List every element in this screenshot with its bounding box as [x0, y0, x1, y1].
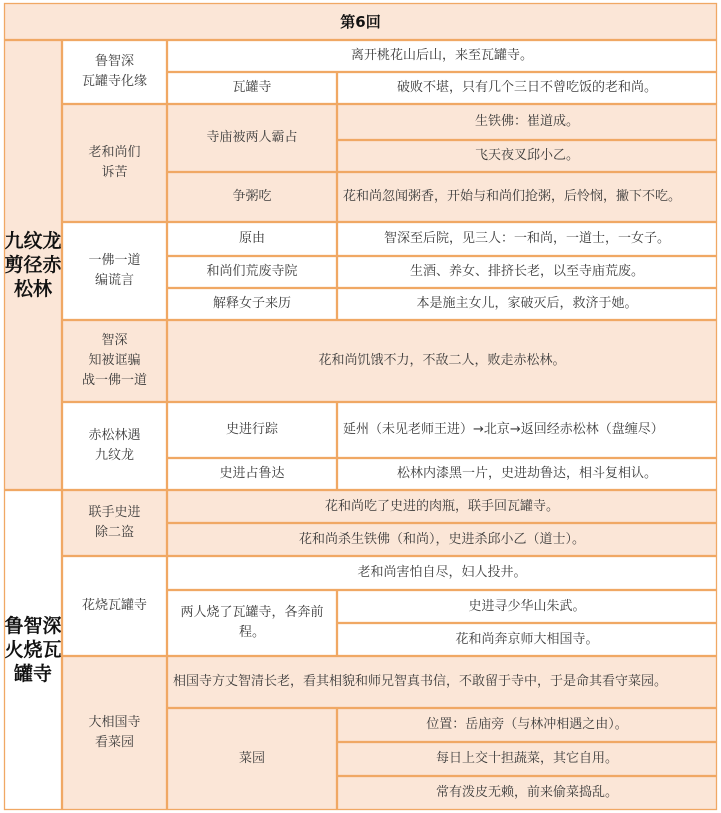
row-text: 生酒、养女、排挤长老，以至寺庙荒废。 [337, 256, 717, 288]
group-label: 大相国寺 看菜园 [62, 656, 167, 810]
row-subtopic: 两人烧了瓦罐寺，各奔前程。 [167, 590, 337, 656]
row-text: 每日上交十担蔬菜，其它自用。 [337, 742, 717, 776]
row-subtopic: 菜园 [167, 708, 337, 810]
row-text: 相国寺方丈智清长老，看其相貌和师兄智真书信，不敢留于寺中，于是命其看守菜园。 [167, 656, 717, 708]
group-label: 一佛一道 编谎言 [62, 222, 167, 320]
row-text: 常有泼皮无赖，前来偷菜捣乱。 [337, 776, 717, 810]
group-label: 赤松林遇 九纹龙 [62, 402, 167, 490]
row-subtopic: 史进行踪 [167, 402, 337, 458]
row-text: 破败不堪，只有几个三日不曾吃饭的老和尚。 [337, 72, 717, 104]
section-label: 鲁智深火烧瓦罐寺 [4, 490, 62, 810]
row-text: 花和尚奔京师大相国寺。 [337, 623, 717, 656]
group-label: 花烧瓦罐寺 [62, 556, 167, 656]
row-text: 史进寻少华山朱武。 [337, 590, 717, 623]
group-label: 联手史进 除二盗 [62, 490, 167, 556]
row-subtopic: 瓦罐寺 [167, 72, 337, 104]
row-text: 位置：岳庙旁（与林冲相遇之由）。 [337, 708, 717, 742]
row-text: 智深至后院，见三人：一和尚，一道士，一女子。 [337, 222, 717, 256]
group-label: 智深 知被诓骗 战一佛一道 [62, 320, 167, 402]
page-title: 第6回 [4, 3, 717, 40]
row-subtopic: 解释女子来历 [167, 288, 337, 320]
row-text: 生铁佛：崔道成。 [337, 104, 717, 140]
row-subtopic: 史进占鲁达 [167, 458, 337, 490]
row-subtopic: 和尚们荒废寺院 [167, 256, 337, 288]
row-subtopic: 寺庙被两人霸占 [167, 104, 337, 172]
group-label: 鲁智深 瓦罐寺化缘 [62, 40, 167, 104]
row-subtopic: 争粥吃 [167, 172, 337, 222]
section-label: 九纹龙剪径赤松林 [4, 40, 62, 490]
row-text: 离开桃花山后山，来至瓦罐寺。 [167, 40, 717, 72]
row-text: 本是施主女儿，家破灭后，救济于她。 [337, 288, 717, 320]
row-text: 飞天夜叉邱小乙。 [337, 140, 717, 172]
group-label: 老和尚们 诉苦 [62, 104, 167, 222]
row-subtopic: 原由 [167, 222, 337, 256]
row-text: 延州（未见老师王进）→北京→返回经赤松林（盘缠尽） [337, 402, 717, 458]
row-text: 花和尚吃了史进的肉瓶，联手回瓦罐寺。 [167, 490, 717, 523]
row-text: 花和尚杀生铁佛（和尚），史进杀邱小乙（道士）。 [167, 523, 717, 556]
row-text: 老和尚害怕自尽，妇人投井。 [167, 556, 717, 590]
row-text: 花和尚饥饿不力，不敌二人，败走赤松林。 [167, 320, 717, 402]
row-text: 松林内漆黑一片，史进劫鲁达，相斗复相认。 [337, 458, 717, 490]
row-text: 花和尚忽闻粥香，开始与和尚们抢粥，后怜悯，撇下不吃。 [337, 172, 717, 222]
